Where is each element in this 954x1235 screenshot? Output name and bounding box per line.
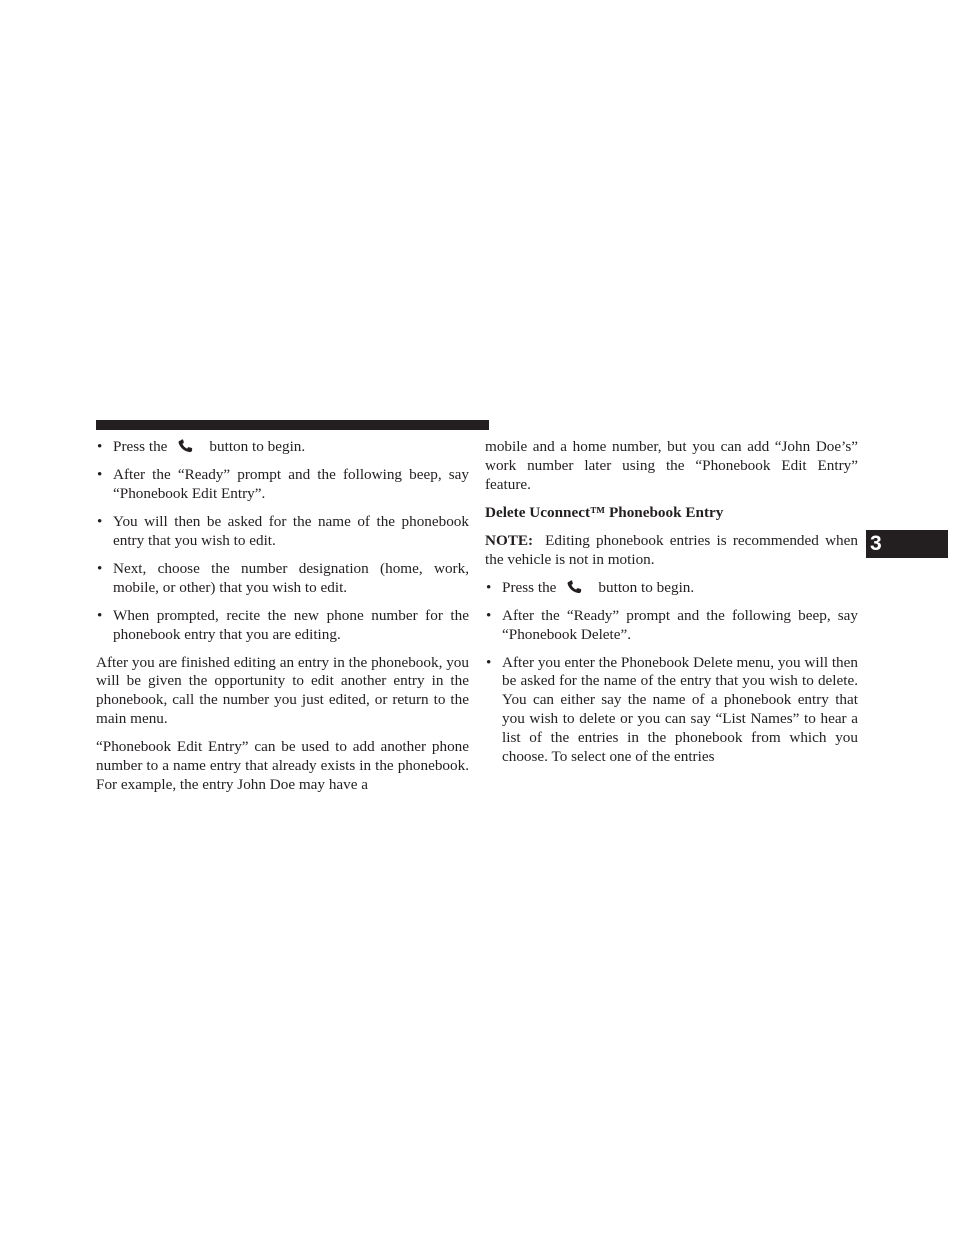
press-text: Press the [113, 438, 168, 455]
bullet: • [97, 438, 103, 455]
edit-steps-list [96, 438, 469, 644]
paragraph: mobile and a home number, but you can add “John Doe’s” work number later using the “Phonebook Edit Entry” feature. [485, 438, 858, 493]
bullet: • [97, 466, 103, 484]
section-heading: Delete Uconnect™ Phonebook Entry [485, 503, 724, 521]
note-text: Editing phonebook entries is recommended when the vehicle is not in motion. [485, 531, 858, 568]
section-tab [866, 530, 948, 558]
note-label: NOTE: [485, 531, 534, 549]
list-item [485, 579, 858, 598]
bullet: • [486, 653, 492, 671]
delete-steps-list [485, 579, 858, 767]
list-item-text: After you enter the Phonebook Delete menu, you will then be asked for the name of the entry that you wish to delete. You can either say the name of a phonebook entry that you wish to delete or you can say “List Names” to hear a list of the entries in the phonebook from which you choose. To select one of the entries [502, 653, 858, 765]
bullet: • [97, 512, 103, 530]
phone-icon [177, 439, 199, 453]
header-rule [96, 420, 489, 430]
bullet: • [97, 559, 103, 577]
bullet: • [486, 606, 492, 624]
right-column [485, 438, 858, 776]
list-item [96, 438, 469, 457]
bullet: • [486, 578, 492, 596]
list-item [96, 513, 469, 551]
list-item [485, 607, 858, 645]
note [485, 532, 858, 570]
list-item-text: After the “Ready” prompt and the following beep, say “Phonebook Delete”. [502, 606, 858, 643]
bullet: • [97, 606, 103, 624]
list-item [485, 654, 858, 767]
list-item-text: Next, choose the number designation (home, work, mobile, or other) that you wish to edit. [113, 559, 469, 596]
list-item-text: You will then be asked for the name of the phonebook entry that you wish to edit. [113, 512, 469, 549]
paragraph: After you are finished editing an entry in the phonebook, you will be given the opportunity to edit another entry in the phonebook, call the number you just edited, or return to the main menu. [96, 653, 469, 728]
begin-text: button to begin. [209, 438, 306, 455]
begin-text: button to begin. [598, 578, 695, 596]
section-number: 3 [870, 532, 882, 555]
phone-icon [566, 580, 588, 594]
list-item-text: When prompted, recite the new phone number for the phonebook entry that you are editing. [113, 606, 469, 643]
paragraph: “Phonebook Edit Entry” can be used to add another phone number to a name entry that already exists in the phonebook. For example, the entry John Doe may have a [96, 738, 469, 793]
list-item [96, 607, 469, 645]
list-item-text: After the “Ready” prompt and the following beep, say “Phonebook Edit Entry”. [113, 466, 469, 502]
left-column [96, 438, 469, 804]
list-item [96, 560, 469, 598]
list-item [96, 466, 469, 504]
press-text: Press the [502, 578, 557, 596]
